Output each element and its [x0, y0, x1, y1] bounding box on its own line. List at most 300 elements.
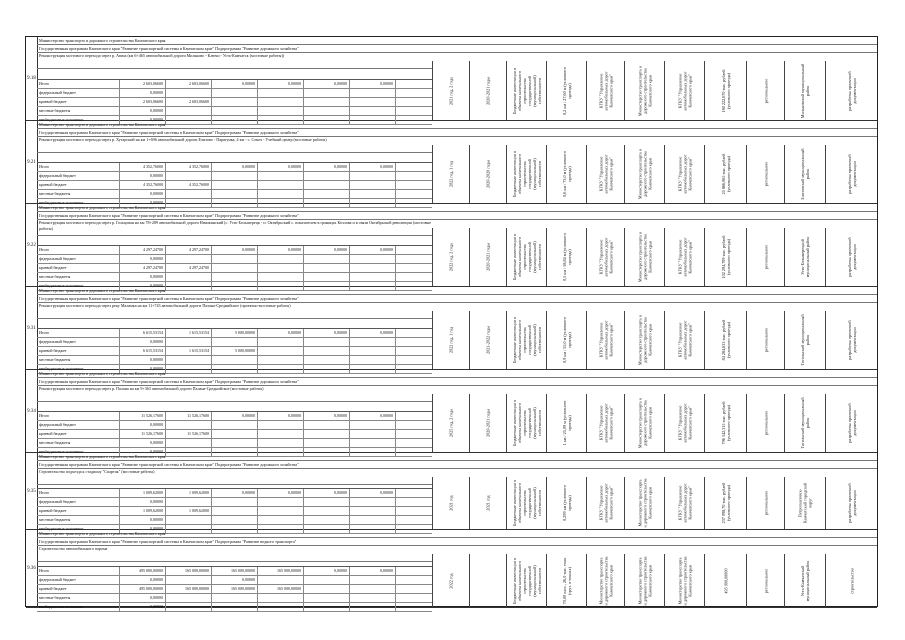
financing-value — [212, 439, 258, 447]
financing-value: 0,00000 — [212, 163, 258, 171]
financing-table — [37, 79, 432, 125]
financing-value — [212, 89, 258, 97]
info-column — [784, 311, 825, 369]
financing-value — [166, 498, 212, 506]
vertical-text: Министерство транспорта и дорожного строительства Камчатского края — [637, 556, 652, 605]
info-column — [746, 61, 784, 120]
financing-row — [37, 498, 432, 507]
info-column — [506, 554, 546, 607]
financing-value: 2 603,06600 — [166, 80, 212, 88]
info-column — [586, 554, 624, 607]
financing-value — [350, 498, 396, 506]
financing-value — [258, 107, 304, 115]
project-row — [26, 453, 877, 530]
vertical-text: Бюджетные инвестиции в объекты капитального строительства государственной (муниципальной) собственности — [511, 234, 542, 281]
vertical-text: региональное — [763, 490, 768, 516]
info-column — [469, 311, 506, 369]
info-column — [546, 311, 586, 369]
financing-value — [304, 439, 350, 447]
info-column — [624, 554, 664, 607]
financing-value: 0,00000 — [120, 439, 166, 447]
info-column — [624, 477, 664, 529]
financing-value: 6 615,53154 — [120, 347, 166, 355]
financing-value: 0,00000 — [258, 163, 304, 171]
financing-value — [350, 98, 396, 106]
financing-value — [258, 576, 304, 584]
financing-value: 0,00000 — [258, 489, 304, 497]
financing-value: 4 352,76000 — [166, 181, 212, 189]
info-column — [546, 554, 586, 607]
info-column — [664, 311, 704, 369]
vertical-text: Мильковский муниципальный район — [800, 63, 810, 118]
info-column — [469, 554, 506, 607]
financing-row — [37, 329, 432, 338]
info-column — [784, 145, 825, 203]
vertical-text: Усть-Камчатский муниципальный район — [800, 560, 810, 601]
financing-row — [37, 594, 432, 603]
financing-value: 4 297,24700 — [166, 264, 212, 272]
info-column — [624, 61, 664, 120]
financing-value — [304, 594, 350, 602]
financing-value — [212, 273, 258, 281]
ministry-line: Министерство транспорта и дорожного строительства Камчатского края — [37, 530, 877, 538]
info-column — [586, 394, 624, 452]
object-name: Строительство подъезда к стадиону "Спартак" (мостовые работы) — [37, 469, 432, 485]
info-column — [586, 228, 624, 286]
info-column — [704, 145, 746, 203]
vertical-text: Бюджетные инвестиции в объекты капитального строительства государственной (муниципальной) собственности — [511, 151, 542, 198]
financing-value: 1 009,62000 — [166, 489, 212, 497]
financing-table — [37, 162, 432, 208]
financing-value — [212, 498, 258, 506]
vertical-text: КГКУ "Управление автомобильных дорог Камчатского края" — [677, 320, 692, 360]
vertical-text: Тигильский муниципальный район — [800, 397, 810, 449]
info-column — [704, 61, 746, 120]
financing-value: 0,00000 — [212, 576, 258, 584]
financing-value — [212, 430, 258, 438]
financing-label: внебюджетные источники — [37, 603, 120, 611]
info-column — [506, 477, 546, 529]
financing-value — [166, 356, 212, 364]
financing-row — [37, 190, 432, 199]
info-column — [624, 394, 664, 452]
financing-row — [37, 567, 432, 576]
financing-label: Итого — [37, 489, 120, 497]
info-column — [469, 61, 506, 120]
financing-table — [37, 245, 432, 291]
financing-row — [37, 80, 432, 89]
vertical-text: КГКУ "Управление автомобильных дорог Камчатского края" — [677, 154, 692, 194]
financing-value: 1 009,62000 — [120, 489, 166, 497]
financing-row — [37, 347, 432, 356]
financing-value — [350, 347, 396, 355]
financing-value — [350, 181, 396, 189]
info-column — [664, 554, 704, 607]
info-column — [546, 145, 586, 203]
vertical-text: 2021 год — [448, 495, 454, 511]
info-column — [664, 145, 704, 203]
financing-value — [258, 430, 304, 438]
info-column — [624, 228, 664, 286]
financing-value: 0,00000 — [304, 246, 350, 254]
vertical-text: КГКУ "Управление автомобильных дорог Камчатского края" — [598, 154, 613, 194]
financing-row — [37, 163, 432, 172]
financing-value — [350, 603, 396, 611]
financing-value — [258, 89, 304, 97]
financing-value: 0,00000 — [304, 163, 350, 171]
financing-value: 11 526,17600 — [120, 412, 166, 420]
financing-value: 0,00000 — [120, 282, 166, 290]
info-column — [825, 228, 877, 286]
financing-label: федеральный бюджет — [37, 338, 120, 346]
financing-row — [37, 489, 432, 498]
financing-value — [258, 255, 304, 263]
financing-value — [212, 338, 258, 346]
info-column — [746, 554, 784, 607]
financing-value: 6 615,53154 — [120, 329, 166, 337]
vertical-text: 0,9 км / 55,0 м (условного проезда) — [561, 317, 572, 363]
vertical-text: КГКУ "Управление автомобильных дорог Камчатского края" — [677, 237, 692, 277]
financing-value: 0,00000 — [350, 329, 396, 337]
financing-value: 0,00000 — [350, 412, 396, 420]
vertical-text: Тигильский муниципальный район — [800, 314, 810, 366]
financing-value — [304, 576, 350, 584]
financing-value: 0,00000 — [350, 80, 396, 88]
financing-value: 2 603,06600 — [166, 98, 212, 106]
info-column — [704, 554, 746, 607]
vertical-text: Министерство транспорта и дорожного строительства Камчатского края — [637, 65, 652, 116]
vertical-text: региональное — [763, 161, 768, 187]
object-name: Строительство автомобильного парома — [37, 546, 432, 562]
project-row — [26, 204, 877, 287]
row-number: 9.35 — [26, 453, 38, 529]
info-column — [432, 554, 469, 607]
financing-value — [258, 356, 304, 364]
financing-value — [258, 98, 304, 106]
info-column — [784, 477, 825, 529]
project-row — [26, 121, 877, 204]
financing-value — [212, 264, 258, 272]
project-row — [26, 530, 877, 608]
financing-label: внебюджетные источники — [37, 199, 120, 207]
financing-label: федеральный бюджет — [37, 172, 120, 180]
financing-label: федеральный бюджет — [37, 421, 120, 429]
document-table — [25, 36, 878, 607]
financing-value — [350, 516, 396, 524]
financing-value — [304, 98, 350, 106]
vertical-text: Бюджетные инвестиции в объекты капитального строительства государственной (муниципальной) собственности — [511, 480, 542, 527]
financing-value: 0,00000 — [120, 172, 166, 180]
financing-value: 0,00000 — [258, 80, 304, 88]
vertical-text: Бюджетные инвестиции в объекты капитального строительства государственной (муниципальной) собственности — [511, 67, 542, 114]
financing-value: 0,00000 — [120, 199, 166, 207]
vertical-text: 2022 год — [448, 572, 454, 589]
program-line: Государственная программа Камчатского края "Развитие транспортной системы в Камчатском крае" Подпрограмма "Развитие дорожного хозяйства" — [37, 295, 877, 303]
financing-value — [166, 255, 212, 263]
financing-value — [304, 347, 350, 355]
row-number: 9.31 — [26, 287, 38, 369]
financing-label: Итого — [37, 246, 120, 254]
financing-value: 0,00000 — [304, 80, 350, 88]
financing-row — [37, 421, 432, 430]
vertical-text: 2022 год, 2 года — [448, 243, 454, 271]
financing-label: федеральный бюджет — [37, 576, 120, 584]
info-column — [704, 477, 746, 529]
financing-value — [304, 273, 350, 281]
vertical-text: 0,299 км (условного проезда) — [561, 485, 572, 521]
financing-label: внебюджетные источники — [37, 448, 120, 456]
financing-value — [212, 356, 258, 364]
vertical-text: 0,6 км / 73,0 м (условного проезда) — [561, 151, 572, 197]
financing-value — [350, 430, 396, 438]
financing-table — [37, 411, 432, 457]
info-column — [586, 61, 624, 120]
project-row — [26, 370, 877, 453]
financing-value — [350, 356, 396, 364]
financing-value: 1 009,62000 — [120, 507, 166, 515]
financing-value: 0,00000 — [120, 89, 166, 97]
financing-value: 165 000,00000 — [258, 567, 304, 575]
financing-value — [350, 439, 396, 447]
info-column — [746, 228, 784, 286]
vertical-text: разработка проектной документации — [846, 403, 857, 443]
vertical-text: 495 000,00000 — [723, 567, 728, 594]
financing-row — [37, 585, 432, 594]
financing-row — [37, 576, 432, 585]
financing-value: 0,00000 — [120, 116, 166, 124]
financing-value: 0,00000 — [350, 163, 396, 171]
financing-value — [304, 585, 350, 593]
info-column — [506, 394, 546, 452]
financing-value: 4 297,24700 — [166, 246, 212, 254]
financing-row — [37, 172, 432, 181]
info-column — [746, 394, 784, 452]
financing-label: местные бюджеты — [37, 190, 120, 198]
financing-value — [350, 576, 396, 584]
financing-value: 0,00000 — [258, 329, 304, 337]
program-line: Государственная программа Камчатского края "Развитие транспортной системы в Камчатском крае" Подпрограмма "Развитие дорожного хозяйства" — [37, 45, 877, 53]
vertical-text: региональное — [763, 78, 768, 103]
object-name: Реконструкция мостового перехода через р. Авача (км 6+465 автомобильной дороги Мильково - Ключи - Усть-Камчатск (мостовые работы)) — [37, 53, 432, 69]
vertical-text: 2020-2021 годы — [485, 409, 491, 437]
financing-value: 495 000,00000 — [120, 585, 166, 593]
financing-value: 0,00000 — [212, 489, 258, 497]
vertical-text: региональное — [763, 568, 768, 593]
financing-value — [304, 172, 350, 180]
financing-value: 165 000,00000 — [212, 585, 258, 593]
vertical-text: 2022 год, 1 год — [448, 326, 454, 354]
vertical-text: 180 222,670 тыс. рублей (условного проезда) — [720, 69, 731, 112]
vertical-text: разработка проектной документации — [846, 70, 857, 111]
financing-value — [258, 190, 304, 198]
vertical-text: Министерство транспорта и дорожного строительства Камчатского края — [598, 556, 613, 605]
info-column — [784, 554, 825, 607]
info-column — [506, 145, 546, 203]
vertical-text: КГКУ "Управление автомобильных дорог Камчатского края" — [598, 320, 613, 360]
info-column — [624, 145, 664, 203]
financing-value — [304, 421, 350, 429]
financing-value: 0,00000 — [212, 80, 258, 88]
info-column — [586, 477, 624, 529]
financing-table — [37, 566, 432, 612]
vertical-text: Елизовский муниципальный район — [800, 148, 810, 200]
financing-value — [166, 421, 212, 429]
financing-value: 0,00000 — [350, 489, 396, 497]
financing-row — [37, 255, 432, 264]
vertical-text: 2020-2020 годы — [485, 160, 491, 188]
vertical-text: 84 284,633 тыс. рублей (условного проезда) — [720, 319, 731, 361]
financing-value: 0,00000 — [120, 516, 166, 524]
project-row — [26, 37, 877, 121]
financing-value: 2 603,06600 — [120, 98, 166, 106]
financing-value: 5 000,00000 — [212, 347, 258, 355]
info-column — [546, 228, 586, 286]
financing-value — [258, 338, 304, 346]
vertical-text: 1 км / 25,09 м (условного проезда) — [561, 400, 572, 446]
financing-label: внебюджетные источники — [37, 365, 120, 373]
financing-value — [304, 255, 350, 263]
vertical-text: 0,5 км / 58,84 м (условного проезда) — [561, 233, 572, 281]
financing-value: 0,00000 — [212, 246, 258, 254]
financing-value — [350, 507, 396, 515]
financing-value: 1 615,53154 — [166, 329, 212, 337]
financing-label: федеральный бюджет — [37, 498, 120, 506]
financing-value — [304, 190, 350, 198]
financing-label: внебюджетные источники — [37, 282, 120, 290]
vertical-text: КГКУ "Управление автомобильных дорог Камчатского края" — [677, 483, 692, 523]
financing-row — [37, 107, 432, 116]
ministry-line: Министерство транспорта и дорожного строительства Камчатского края — [37, 453, 877, 461]
financing-label: краевой бюджет — [37, 264, 120, 272]
financing-label: внебюджетные источники — [37, 116, 120, 124]
financing-value — [304, 507, 350, 515]
ministry-line: Министерство транспорта и дорожного строительства Камчатского края — [37, 121, 877, 129]
financing-value — [212, 421, 258, 429]
financing-value — [212, 255, 258, 263]
financing-value — [166, 273, 212, 281]
financing-value: 0,00000 — [120, 273, 166, 281]
financing-value — [350, 255, 396, 263]
vertical-text: строительство — [849, 567, 854, 594]
vertical-text: КГКУ "Управление автомобильных дорог Камчатского края" — [598, 237, 613, 277]
financing-value: 0,00000 — [120, 365, 166, 373]
financing-value — [304, 430, 350, 438]
info-column — [704, 228, 746, 286]
info-column — [825, 311, 877, 369]
financing-value — [304, 516, 350, 524]
vertical-text: КГКУ "Управление автомобильных дорог Камчатского края" — [677, 403, 692, 443]
info-column — [664, 61, 704, 120]
program-line: Государственная программа Камчатского края "Развитие транспортной системы в Камчатском крае" Подпрограмма "Развитие дорожного хозяйства" — [37, 129, 877, 137]
vertical-text: Усть-Большерецкий муниципальный район — [800, 236, 810, 278]
financing-value: 2 603,06600 — [120, 80, 166, 88]
financing-value — [304, 356, 350, 364]
info-column — [432, 477, 469, 529]
financing-value — [350, 421, 396, 429]
financing-value — [258, 172, 304, 180]
vertical-text: 237 098,70 тыс. рублей (условного проезда) — [720, 482, 731, 524]
financing-label: местные бюджеты — [37, 516, 120, 524]
vertical-text: 2021-2022 годы — [485, 326, 491, 354]
financing-row — [37, 98, 432, 107]
financing-value — [258, 498, 304, 506]
financing-row — [37, 356, 432, 365]
financing-value — [350, 273, 396, 281]
financing-value: 0,00000 — [350, 567, 396, 575]
vertical-text: Бюджетные инвестиции в объекты капитального строительства государственной (муниципальной) собственности — [511, 557, 542, 604]
info-column — [506, 311, 546, 369]
financing-value — [166, 516, 212, 524]
info-column — [825, 477, 877, 529]
financing-value — [166, 107, 212, 115]
financing-value: 0,00000 — [350, 246, 396, 254]
vertical-text: Министерство транспорта и дорожного строительства Камчатского края — [637, 397, 652, 449]
financing-value — [350, 594, 396, 602]
financing-label: местные бюджеты — [37, 356, 120, 364]
financing-value — [350, 89, 396, 97]
financing-value — [258, 273, 304, 281]
financing-value — [350, 264, 396, 272]
financing-label: внебюджетные источники — [37, 525, 120, 533]
financing-label: местные бюджеты — [37, 594, 120, 602]
info-column — [664, 477, 704, 529]
financing-value: 0,00000 — [120, 603, 166, 611]
row-number: 9.21 — [26, 121, 38, 203]
financing-value — [258, 181, 304, 189]
financing-value — [258, 421, 304, 429]
financing-value: 495 000,00000 — [120, 567, 166, 575]
financing-label: краевой бюджет — [37, 585, 120, 593]
financing-label: краевой бюджет — [37, 181, 120, 189]
ministry-line: Министерство транспорта и дорожного строительства Камчатского края — [37, 204, 877, 212]
financing-table — [37, 488, 432, 534]
vertical-text: 0,2 км / 27,60 м (условного проезда) — [561, 66, 572, 115]
info-column — [469, 394, 506, 452]
financing-value — [212, 190, 258, 198]
financing-value — [212, 98, 258, 106]
financing-value — [304, 107, 350, 115]
vertical-text: региональное — [763, 327, 768, 353]
financing-value — [258, 439, 304, 447]
financing-row — [37, 430, 432, 439]
financing-value: 5 000,00000 — [212, 329, 258, 337]
financing-value — [304, 338, 350, 346]
vertical-text: Министерство транспорта и дорожного строительства Камчатского края — [637, 478, 652, 528]
info-column — [469, 477, 506, 529]
financing-value: 0,00000 — [120, 356, 166, 364]
financing-row — [37, 264, 432, 273]
vertical-text: Бюджетные инвестиции в объекты капитального строительства государственной (муниципальной) собственности — [511, 317, 542, 364]
info-column — [825, 394, 877, 452]
financing-value — [350, 107, 396, 115]
vertical-text: КГКУ "Управление автомобильных дорог Камчатского края" — [598, 483, 613, 523]
financing-value: 0,00000 — [120, 594, 166, 602]
info-column — [825, 61, 877, 120]
financing-value: 0,00000 — [304, 412, 350, 420]
financing-value: 0,00000 — [304, 489, 350, 497]
vertical-text: 2020-2021 годы — [485, 243, 491, 271]
financing-label: Итого — [37, 567, 120, 575]
vertical-text: 2021 год — [485, 495, 491, 511]
info-column — [586, 145, 624, 203]
financing-value: 0,00000 — [304, 329, 350, 337]
vertical-text: 102 294,709 тыс. рублей (условного проезда) — [720, 235, 731, 279]
financing-label: местные бюджеты — [37, 107, 120, 115]
info-column — [506, 228, 546, 286]
financing-value — [212, 603, 258, 611]
financing-value — [350, 585, 396, 593]
financing-value: 0,00000 — [120, 525, 166, 533]
